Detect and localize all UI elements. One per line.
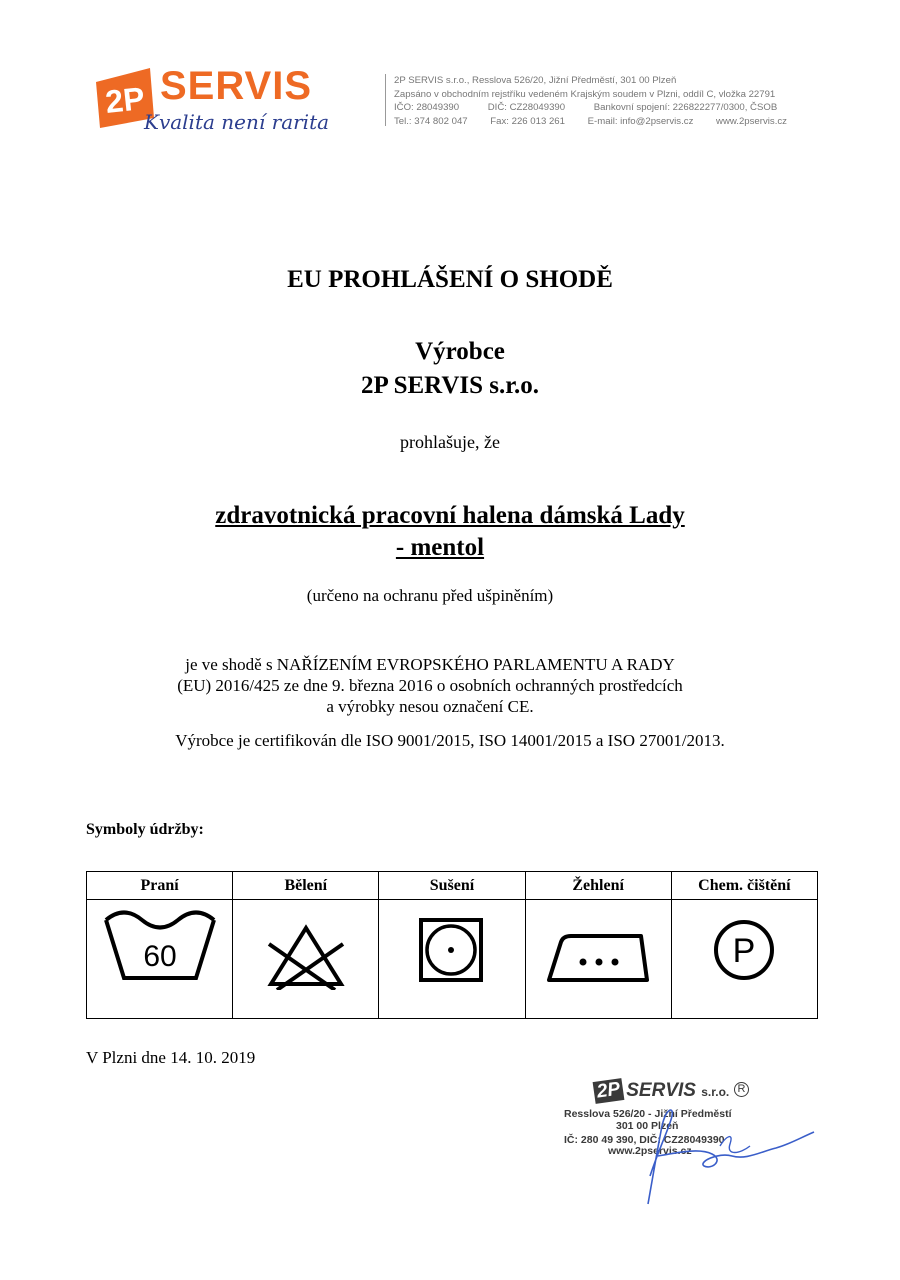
product-purpose: (určeno na ochranu před ušpiněním) [306, 586, 554, 605]
care-cell-washing [87, 900, 233, 1019]
header-divider [385, 74, 386, 126]
care-cell-drying [379, 900, 525, 1019]
tumble-dry-icon [417, 916, 487, 986]
stamp-badge: 2P [593, 1078, 625, 1104]
care-cell-dry-cleaning [671, 900, 817, 1019]
care-cell-bleaching [233, 900, 379, 1019]
company-ico: IČO: 28049390 [394, 102, 460, 114]
company-registration: Zapsáno v obchodním rejstříku vedeném Krajským soudem v Plzni, oddíl C, vložka 22791 [394, 88, 776, 100]
dry-clean-letter: P [733, 932, 756, 970]
company-stamp [560, 1078, 820, 1208]
declares-text: prohlašuje, že [400, 432, 500, 452]
company-dic: DIČ: CZ28049390 [487, 102, 566, 114]
compliance-line-2: (EU) 2016/425 ze dne 9. března 2016 o osobních ochranných prostředcích [177, 676, 683, 695]
dry-clean-p-icon [709, 916, 779, 986]
signature-icon [600, 1096, 820, 1208]
care-symbols-header-row [87, 872, 818, 900]
manufacturer-name: 2P SERVIS s.r.o. [360, 372, 540, 399]
compliance-statement [0, 654, 880, 717]
registered-mark-icon: R [734, 1082, 749, 1097]
company-contact-row [394, 115, 894, 129]
care-header-bleaching: Bělení [233, 872, 379, 900]
care-header-drying: Sušení [379, 872, 525, 900]
stamp-web: www.2pservis.cz [608, 1145, 692, 1157]
company-email[interactable]: E-mail: info@2pservis.cz [587, 115, 694, 127]
compliance-line-3: a výrobky nesou označení CE. [326, 697, 534, 716]
company-ids-row [394, 101, 894, 115]
iron-high-icon [543, 920, 653, 990]
company-bank: Bankovní spojení: 226822277/0300, ČSOB [593, 102, 778, 114]
washing-60-icon [100, 906, 220, 986]
stamp-brand-name: SERVIS [626, 1080, 696, 1101]
company-web[interactable]: www.2pservis.cz [716, 115, 787, 127]
care-header-ironing: Žehlení [525, 872, 671, 900]
stamp-address: Resslova 526/20 - Jižní Předměstí [564, 1108, 732, 1120]
care-symbols-label: Symboly údržby: [86, 821, 204, 838]
stamp-ids: IČ: 280 49 390, DIČ: CZ28049390 [564, 1134, 725, 1146]
no-bleach-icon [261, 920, 351, 990]
company-fax: Fax: 226 013 261 [490, 115, 565, 127]
place-and-date: V Plzni dne 14. 10. 2019 [86, 1048, 256, 1067]
company-address: 2P SERVIS s.r.o., Resslova 526/20, Jižní Předměstí, 301 00 Plzeň [394, 75, 677, 86]
compliance-line-1: je ve shodě s NAŘÍZENÍM EVROPSKÉHO PARLAMENTU A RADY [185, 655, 675, 674]
document-title: EU PROHLÁŠENÍ O SHODĚ [287, 266, 613, 293]
stamp-city: 301 00 Plzeň [616, 1120, 679, 1132]
care-header-dry-cleaning: Chem. čištění [671, 872, 817, 900]
company-info [394, 74, 894, 128]
care-cell-ironing [525, 900, 671, 1019]
product-name-line-1: zdravotnická pracovní halena dámská Lady [215, 502, 685, 529]
washing-temperature: 60 [142, 940, 177, 973]
certification-statement: Výrobce je certifikován dle ISO 9001/2015, ISO 14001/2015 a ISO 27001/2013. [175, 731, 725, 750]
product-name-line-2: - mentol [395, 534, 485, 561]
company-logo [92, 60, 362, 142]
stamp-suffix: s.r.o. [701, 1085, 730, 1099]
logo-slogan: Kvalita není rarita [144, 110, 330, 134]
company-tel: Tel.: 374 802 047 [394, 115, 468, 127]
care-symbols-icon-row [87, 900, 818, 1019]
logo-badge-text: 2P [103, 80, 147, 120]
manufacturer-heading: Výrobce [415, 338, 505, 365]
care-header-washing: Praní [87, 872, 233, 900]
logo-name: SERVIS [160, 64, 312, 108]
care-symbols-table [86, 871, 818, 1019]
